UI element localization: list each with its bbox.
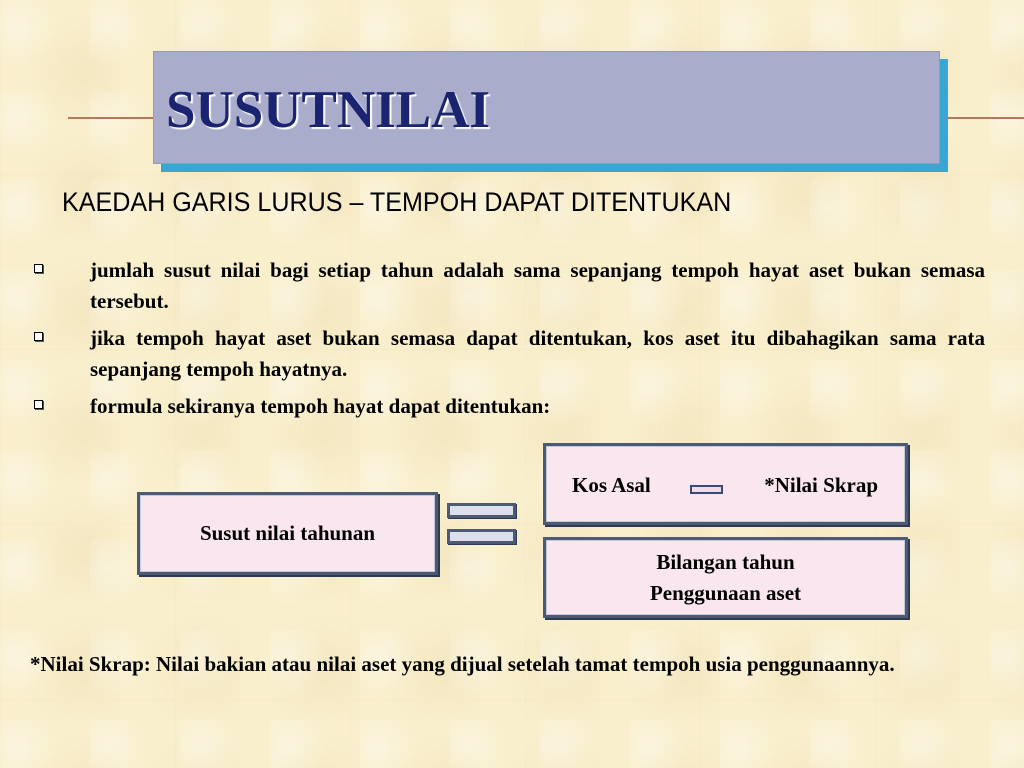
formula-numerator-box (543, 443, 908, 525)
bullet-item (30, 323, 985, 385)
bullet-item (30, 391, 985, 422)
footnote: *Nilai Skrap: Nilai bakian atau nilai aset yang dijual setelah tamat tempoh usia penggunaannya. (30, 652, 895, 676)
equals-sign-icon (447, 503, 516, 518)
bullet-text: jumlah susut nilai bagi setiap tahun adalah sama sepanjang tempoh hayat aset bukan semasa tersebut. (90, 258, 985, 313)
minus-sign-icon (690, 485, 723, 494)
numerator-left-label: Kos Asal (572, 473, 651, 497)
denominator-line-1: Bilangan tahun (656, 549, 795, 574)
hollow-square-bullet-icon (34, 400, 43, 409)
title-rule-left (68, 117, 158, 119)
formula-denominator-box (543, 537, 908, 618)
bullet-item (30, 255, 985, 317)
slide-subtitle: KAEDAH GARIS LURUS – TEMPOH DAPAT DITENTUKAN (62, 187, 732, 217)
title-box (153, 51, 940, 164)
equals-sign-icon (447, 529, 516, 544)
numerator-right-label: *Nilai Skrap (764, 473, 878, 497)
formula-left-label: Susut nilai tahunan (199, 521, 376, 545)
denominator-line-2: Penggunaan aset (649, 580, 802, 605)
title-rule-right (946, 117, 1024, 119)
bullet-text: formula sekiranya tempoh hayat dapat ditentukan: (90, 394, 551, 418)
hollow-square-bullet-icon (34, 332, 43, 341)
bullet-list (30, 255, 985, 428)
formula-left-box (137, 492, 438, 575)
hollow-square-bullet-icon (34, 264, 43, 273)
slide-title: SUSUTNILAI (166, 81, 491, 139)
bullet-text: jika tempoh hayat aset bukan semasa dapat ditentukan, kos aset itu dibahagikan sama rata sepanjang tempoh hayatnya. (90, 326, 985, 381)
